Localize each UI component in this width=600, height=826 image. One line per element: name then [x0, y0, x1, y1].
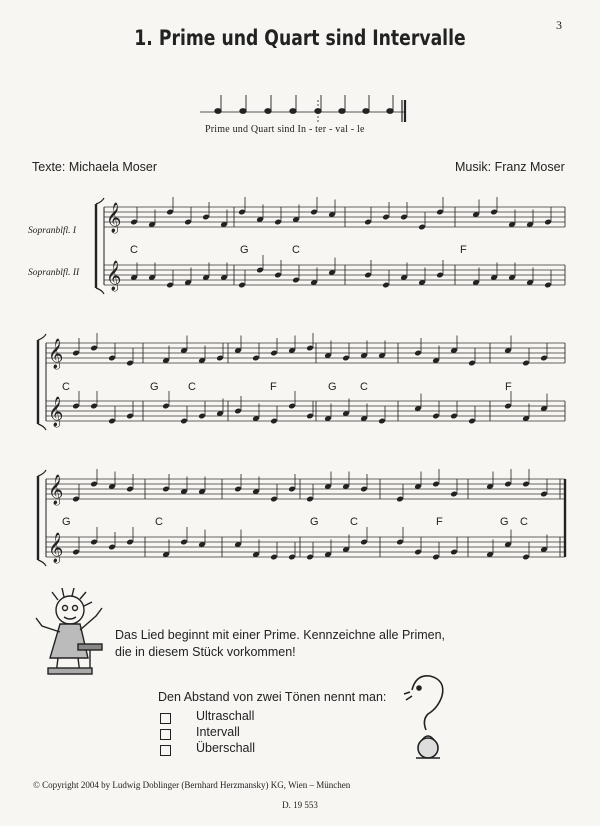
chord: F	[505, 381, 512, 393]
rhythm-line	[200, 95, 405, 122]
composer: Musik: Franz Moser	[455, 160, 565, 174]
lyricist: Texte: Michaela Moser	[32, 160, 158, 174]
task-line-2: die in diesem Stück vorkommen!	[115, 645, 296, 659]
chord: G	[500, 516, 509, 528]
copyright: © Copyright 2004 by Ludwig Doblinger (Bernhard Herzmansky) KG, Wien – München	[33, 780, 351, 790]
chord: G	[150, 381, 159, 393]
question-mark-illustration	[402, 672, 452, 764]
option-ueberschall: Überschall	[196, 741, 256, 755]
music-systems	[38, 197, 565, 566]
chord: F	[460, 244, 467, 256]
rhythm-note	[215, 109, 221, 114]
svg-text:𝄞: 𝄞	[48, 475, 64, 505]
option-intervall: Intervall	[196, 725, 240, 739]
rhythm-note	[387, 109, 393, 114]
chord: C	[188, 381, 196, 393]
svg-text:𝄞: 𝄞	[48, 397, 64, 427]
rhythm-text: Prime und Quart sind In - ter - val - le	[205, 124, 365, 135]
chord: G	[328, 381, 337, 393]
document-number: D. 19 553	[282, 800, 318, 810]
chord: C	[130, 244, 138, 256]
svg-text:𝄞: 𝄞	[48, 533, 64, 563]
rhythm-note	[240, 109, 246, 114]
page-number: 3	[556, 18, 562, 32]
question: Den Abstand von zwei Tönen nennt man:	[158, 690, 387, 704]
chord: F	[436, 516, 443, 528]
chord: C	[155, 516, 163, 528]
chord: F	[270, 381, 277, 393]
rhythm-note	[339, 109, 345, 114]
checkbox-ueberschall[interactable]	[160, 745, 171, 756]
svg-text:𝄞: 𝄞	[48, 339, 64, 369]
instrument-label-1: Sopranblfl. I	[28, 226, 77, 236]
chord: C	[350, 516, 358, 528]
svg-text:𝄞: 𝄞	[106, 203, 122, 233]
svg-text:𝄞: 𝄞	[106, 261, 122, 291]
rhythm-note	[363, 109, 369, 114]
chord: C	[520, 516, 528, 528]
conductor-illustration	[30, 588, 110, 678]
instrument-label-2: Sopranblfl. II	[28, 268, 80, 278]
chord: G	[310, 516, 319, 528]
chord: C	[62, 381, 70, 393]
rhythm-note	[265, 109, 271, 114]
chord: C	[360, 381, 368, 393]
rhythm-note	[290, 109, 296, 114]
option-ultraschall: Ultraschall	[196, 709, 255, 723]
chord: G	[240, 244, 249, 256]
task-line-1: Das Lied beginnt mit einer Prime. Kennzeichne alle Primen,	[115, 628, 446, 642]
chord: C	[292, 244, 300, 256]
checkbox-ultraschall[interactable]	[160, 713, 171, 724]
chord: G	[62, 516, 71, 528]
page-title: 1. Prime und Quart sind Intervalle	[134, 26, 466, 50]
checkbox-intervall[interactable]	[160, 729, 171, 740]
